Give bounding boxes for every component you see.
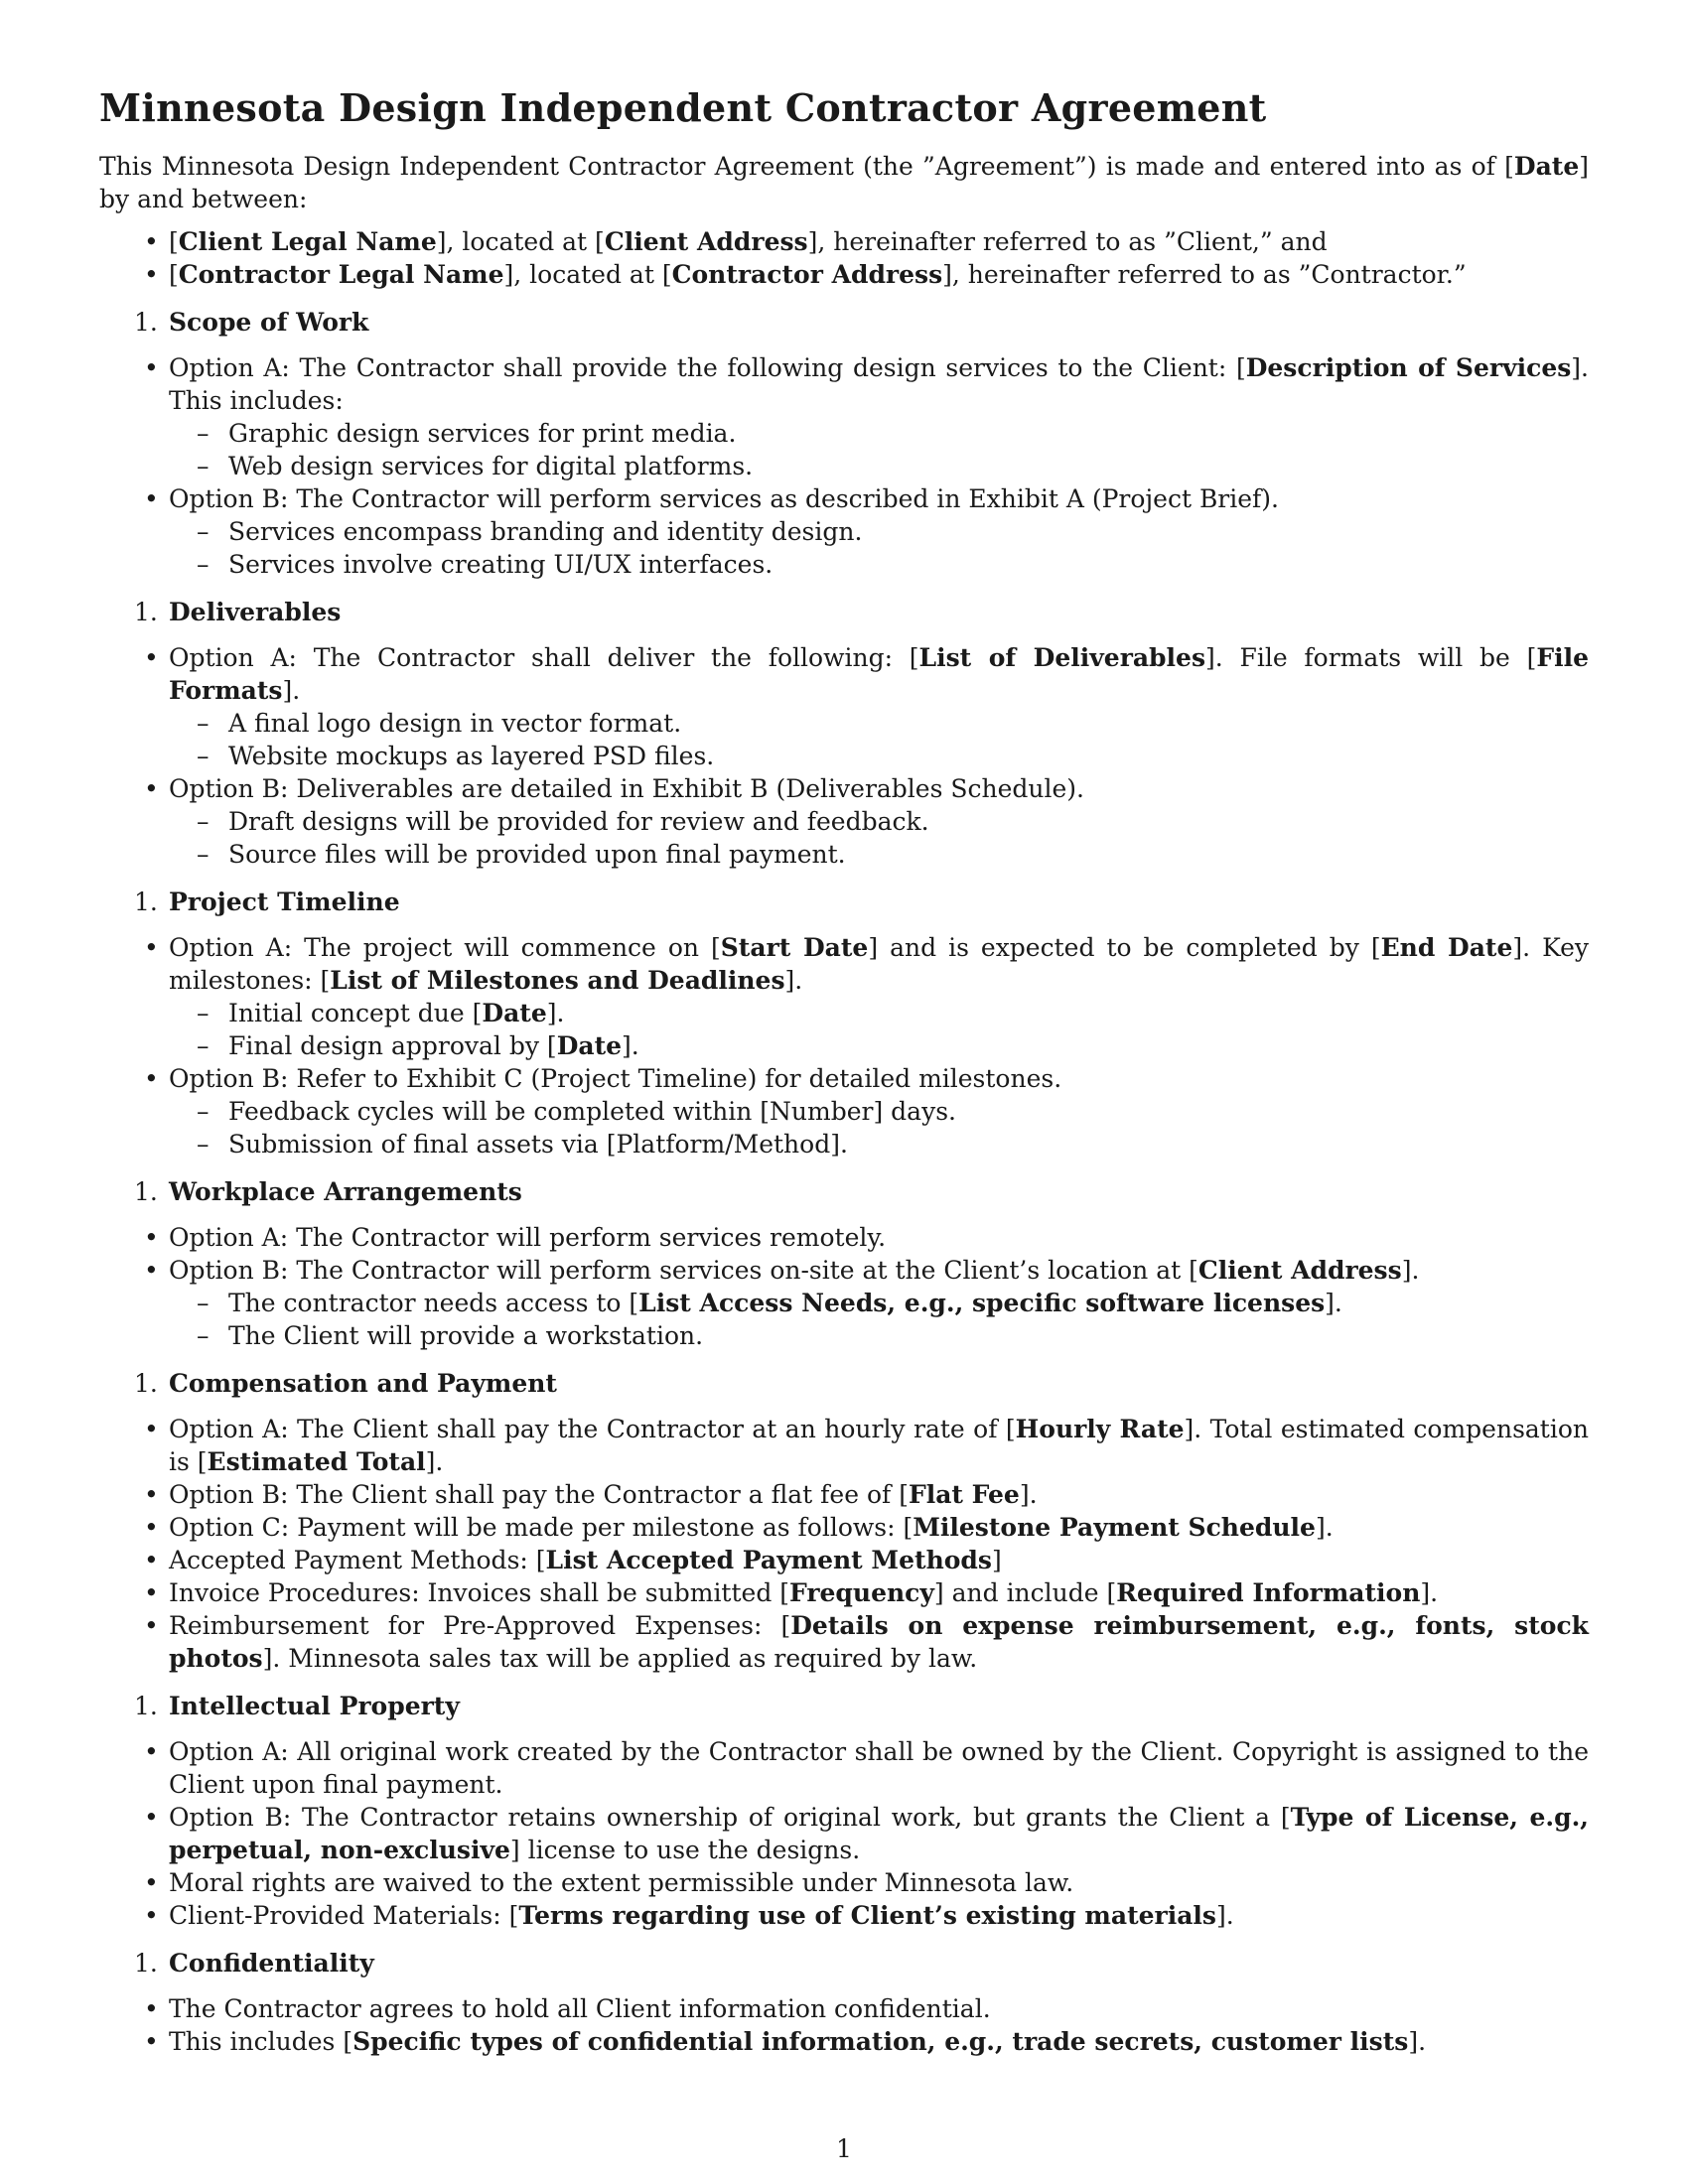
list-item — [99, 641, 1589, 772]
sub-list-item: – Graphic design services for print media. — [169, 417, 1589, 450]
placeholder-field: List of Milestones and Deadlines — [330, 966, 785, 995]
placeholder-field: Type of License, e.g., perpetual, non-exclusive — [169, 1803, 1589, 1864]
list-item — [99, 1735, 1589, 1801]
section-options-list — [99, 1992, 1589, 2058]
section-options-list — [99, 641, 1589, 871]
text-run: Initial concept due [ — [228, 999, 483, 1027]
text-run: [ — [169, 260, 179, 289]
list-item-text — [169, 643, 1589, 705]
text-run: Option A: The Contractor shall provide the following design services to the Client: [ — [169, 353, 1246, 382]
text-run: [ — [1504, 152, 1514, 181]
parties-list — [99, 225, 1589, 291]
document-title: Minnesota Design Independent Contractor Agreement — [99, 85, 1267, 130]
text-run: The Client will provide a workstation. — [228, 1321, 704, 1350]
text-run: ]. — [1215, 1901, 1234, 1930]
text-run: ]. — [1019, 1480, 1038, 1509]
list-item-text — [169, 353, 1589, 415]
list-item-text — [169, 1480, 1038, 1509]
text-run: Option C: Payment will be made per milestone as follows: [ — [169, 1513, 914, 1542]
sub-list-item — [169, 1287, 1589, 1319]
text-run: ]. — [282, 676, 301, 705]
text-run: ] and include [ — [933, 1578, 1117, 1607]
list-item-text — [169, 1415, 1589, 1476]
text-run: This includes [ — [169, 2027, 353, 2056]
list-item-text — [169, 933, 1589, 995]
sub-list-item — [169, 1029, 1589, 1062]
section-number: 1. — [134, 598, 158, 626]
section-number: 1. — [134, 1177, 158, 1206]
sub-list-item: – Submission of final assets via [Platform/Method]. — [169, 1128, 1589, 1160]
section-number: 1. — [134, 1692, 158, 1720]
sub-list — [169, 707, 1589, 772]
section-title: Project Timeline — [169, 887, 400, 916]
placeholder-field: Date — [556, 1031, 623, 1060]
section-options-list — [99, 1413, 1589, 1675]
section-options-list — [99, 931, 1589, 1160]
placeholder-field: Terms regarding use of Client’s existing materials — [518, 1901, 1216, 1930]
section-options-list — [99, 351, 1589, 581]
list-item — [99, 2025, 1589, 2058]
section-heading — [99, 1947, 1589, 1979]
list-item — [99, 351, 1589, 482]
list-item-text — [169, 1868, 1073, 1897]
list-item-text — [169, 1064, 1061, 1093]
sub-list-item: – Feedback cycles will be completed within [Number] days. — [169, 1095, 1589, 1128]
text-run: ]. — [546, 999, 565, 1027]
placeholder-field: Frequency — [789, 1578, 934, 1607]
text-run: Option A: All original work created by the Contractor shall be owned by the Client. Copyright is assigned to the Client upon final payment. — [169, 1737, 1589, 1799]
text-run: ]. — [1408, 2027, 1427, 2056]
list-item — [99, 772, 1589, 871]
sub-list — [169, 997, 1589, 1062]
placeholder-field: Estimated Total — [207, 1447, 426, 1476]
section-title: Deliverables — [169, 598, 342, 626]
placeholder-field: List Access Needs, e.g., specific software licenses — [638, 1289, 1326, 1317]
section-title: Compensation and Payment — [169, 1369, 557, 1398]
sub-list — [169, 1287, 1589, 1352]
placeholder-field: Required Information — [1116, 1578, 1421, 1607]
list-item-text — [169, 1611, 1589, 1673]
list-item-text — [169, 1994, 991, 2023]
list-item — [99, 1866, 1589, 1899]
section-number: 1. — [134, 1369, 158, 1398]
list-item — [99, 1801, 1589, 1866]
text-run: ]. Total estimated compensation is [ — [169, 1415, 1590, 1476]
text-run: ]. — [784, 966, 803, 995]
section-heading — [99, 306, 1589, 339]
list-item — [99, 1544, 1589, 1576]
text-run: Option A: The Contractor will perform services remotely. — [169, 1223, 887, 1252]
sub-list-item: – Services involve creating UI/UX interfaces. — [169, 548, 1589, 581]
sub-list — [169, 1095, 1589, 1160]
list-item — [99, 1899, 1589, 1932]
list-item — [99, 1511, 1589, 1544]
text-run: Reimbursement for Pre-Approved Expenses: [ — [169, 1611, 791, 1640]
list-item-text — [169, 1737, 1589, 1799]
list-item-text — [169, 1513, 1334, 1542]
placeholder-field: File Formats — [169, 643, 1590, 705]
sub-list-item: – Source files will be provided upon final payment. — [169, 838, 1589, 871]
sub-list — [169, 805, 1589, 871]
placeholder-field: Specific types of confidential information, e.g., trade secrets, customer lists — [352, 2027, 1409, 2056]
section-number: 1. — [134, 1949, 158, 1978]
section-options-list — [99, 1221, 1589, 1352]
sub-list — [169, 417, 1589, 482]
section-title: Workplace Arrangements — [169, 1177, 522, 1206]
party-client — [99, 225, 1589, 258]
text-run: ] by and between: — [99, 152, 1589, 213]
text-run: ]. Key milestones: [ — [169, 933, 1590, 995]
text-run: Client-Provided Materials: [ — [169, 1901, 519, 1930]
sections-container — [99, 306, 1589, 2058]
placeholder-field: Hourly Rate — [1015, 1415, 1185, 1443]
text-run: ], hereinafter referred to as ”Client,” and — [807, 227, 1328, 256]
list-item-text — [169, 484, 1279, 513]
placeholder-field: Date — [482, 999, 547, 1027]
list-item-text — [169, 1803, 1589, 1864]
list-item — [99, 1576, 1589, 1609]
sub-list-item: – Draft designs will be provided for review and feedback. — [169, 805, 1589, 838]
list-item-text — [169, 1578, 1438, 1607]
text-run: Option B: Deliverables are detailed in Exhibit B (Deliverables Schedule). — [169, 774, 1084, 803]
text-run: Option A: The Contractor shall deliver the following: [ — [169, 643, 919, 672]
list-item — [99, 1062, 1589, 1160]
text-run: ]. — [1325, 1289, 1342, 1317]
text-run: This Minnesota Design Independent Contractor Agreement (the ”Agreement”) is made and entered into as of — [99, 152, 1505, 181]
section-heading — [99, 596, 1589, 628]
text-run: ]. Minnesota sales tax will be applied as required by law. — [262, 1644, 978, 1673]
placeholder-field: End Date — [1380, 933, 1513, 962]
sub-list-item: – Services encompass branding and identity design. — [169, 515, 1589, 548]
text-run: Option B: The Client shall pay the Contractor a flat fee of [ — [169, 1480, 909, 1509]
section-heading — [99, 1690, 1589, 1722]
text-run: ]. — [1315, 1513, 1334, 1542]
list-item-text — [169, 1223, 886, 1252]
text-run: ] license to use the designs. — [509, 1836, 861, 1864]
text-run: Option B: The Contractor retains ownership of original work, but grants the Client a [ — [169, 1803, 1291, 1832]
section-options-list — [99, 1735, 1589, 1932]
list-item-text — [169, 1901, 1234, 1930]
list-item — [99, 931, 1589, 1062]
list-item — [99, 1221, 1589, 1254]
placeholder-field: Description of Services — [1245, 353, 1572, 382]
party-contractor — [99, 258, 1589, 291]
section-heading — [99, 886, 1589, 918]
section-heading — [99, 1367, 1589, 1400]
section-title: Intellectual Property — [169, 1692, 460, 1720]
list-item-text — [169, 1546, 1002, 1574]
list-item-text — [169, 774, 1084, 803]
text-run: ] and is expected to be completed by [ — [868, 933, 1381, 962]
text-run: ] — [991, 1546, 1002, 1574]
text-run: The Contractor agrees to hold all Client information confidential. — [169, 1994, 991, 2023]
text-run: Option B: Refer to Exhibit C (Project Timeline) for detailed milestones. — [169, 1064, 1062, 1093]
text-run: ]. — [1420, 1578, 1439, 1607]
sub-list-item — [169, 997, 1589, 1029]
placeholder-field: Client Address — [604, 227, 808, 256]
placeholder-field: List of Deliverables — [918, 643, 1206, 672]
text-run: ]. File formats will be [ — [1205, 643, 1537, 672]
placeholder-field: Date — [1513, 152, 1580, 181]
sub-list-item — [169, 1319, 1589, 1352]
placeholder-field: Flat Fee — [908, 1480, 1020, 1509]
list-item-text — [169, 2027, 1426, 2056]
text-run: ], located at [ — [503, 260, 672, 289]
section-heading — [99, 1175, 1589, 1208]
text-run: Final design approval by [ — [228, 1031, 557, 1060]
text-run: Moral rights are waived to the extent permissible under Minnesota law. — [169, 1868, 1074, 1897]
text-run: Option A: The project will commence on [ — [169, 933, 721, 962]
placeholder-field: Contractor Legal Name — [178, 260, 504, 289]
placeholder-field: List Accepted Payment Methods — [545, 1546, 992, 1574]
placeholder-field: Milestone Payment Schedule — [913, 1513, 1316, 1542]
placeholder-field: Client Address — [1197, 1256, 1402, 1285]
text-run: ], hereinafter referred to as ”Contractor.” — [942, 260, 1467, 289]
list-item — [99, 1992, 1589, 2025]
text-run: Invoice Procedures: Invoices shall be submitted [ — [169, 1578, 790, 1607]
intro-paragraph — [99, 150, 1589, 215]
list-item — [99, 482, 1589, 581]
text-run: Option A: The Client shall pay the Contractor at an hourly rate of [ — [169, 1415, 1016, 1443]
text-run: ], located at [ — [436, 227, 605, 256]
text-run: Option B: The Contractor will perform services on-site at the Client’s location at [ — [169, 1256, 1198, 1285]
text-run: ]. — [1401, 1256, 1420, 1285]
section-number: 1. — [134, 308, 158, 337]
sub-list — [169, 515, 1589, 581]
document-page — [99, 84, 1589, 2058]
list-item — [99, 1413, 1589, 1478]
text-run: ]. This includes: — [169, 353, 1589, 415]
sub-list-item: – Web design services for digital platforms. — [169, 450, 1589, 482]
sub-list-item: – Website mockups as layered PSD files. — [169, 740, 1589, 772]
text-run: ]. — [425, 1447, 444, 1476]
section-title: Scope of Work — [169, 308, 369, 337]
list-item — [99, 1609, 1589, 1675]
placeholder-field: Details on expense reimbursement, e.g., fonts, stock photos — [169, 1611, 1589, 1673]
list-item-text — [169, 1256, 1419, 1285]
section-number: 1. — [134, 887, 158, 916]
placeholder-field: Start Date — [720, 933, 869, 962]
sub-list-item: – A final logo design in vector format. — [169, 707, 1589, 740]
text-run: [ — [169, 227, 179, 256]
page-number: 1 — [836, 2134, 852, 2163]
text-run: The contractor needs access to [ — [228, 1289, 639, 1317]
section-title: Confidentiality — [169, 1949, 374, 1978]
text-run: ]. — [622, 1031, 639, 1060]
placeholder-field: Contractor Address — [671, 260, 943, 289]
text-run: Option B: The Contractor will perform services as described in Exhibit A (Project Brief). — [169, 484, 1280, 513]
text-run: Accepted Payment Methods: [ — [169, 1546, 546, 1574]
list-item — [99, 1478, 1589, 1511]
list-item — [99, 1254, 1589, 1352]
placeholder-field: Client Legal Name — [178, 227, 437, 256]
